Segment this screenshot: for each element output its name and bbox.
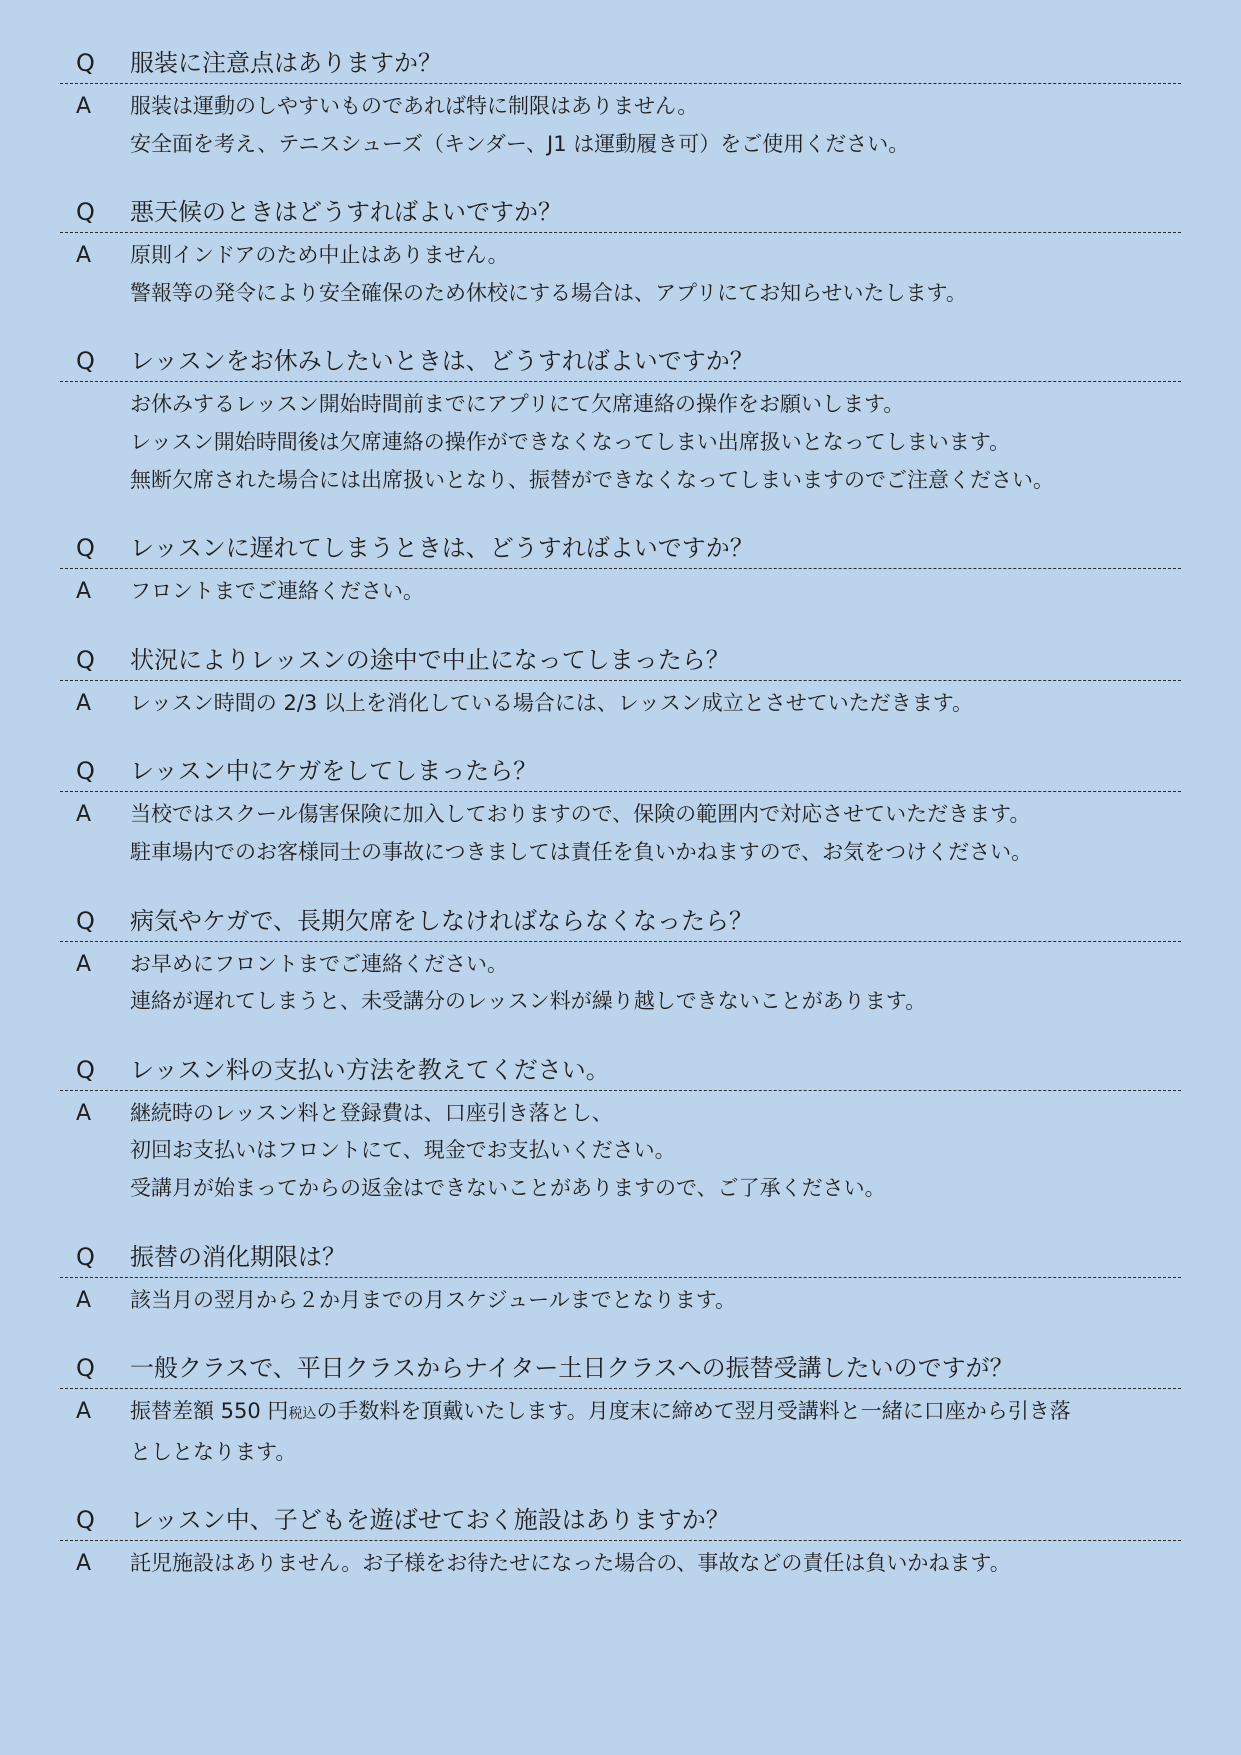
answer-line: 継続時のレッスン料と登録費は、口座引き落とし、 [130,1100,613,1125]
answer-mark: A [76,1100,92,1126]
answer-row [60,569,1181,611]
answer-lines [130,386,1181,499]
answer-mark: A [76,579,92,605]
answer-mark: A [76,802,92,828]
answer-mark: A [76,690,92,716]
question-text: 服装に注意点はありますか？ [130,49,442,77]
answer-line [130,1393,1181,1434]
answer-lines [130,573,1181,611]
question-text: 病気やケガで、長期欠席をしなければならなくなったら？ [130,906,754,935]
question-mark: Q [76,49,95,77]
answer-lines [130,1095,1181,1208]
question-mark: Q [76,1242,95,1271]
answer-row [60,942,1181,1021]
answer-line: 服装は運動のしやすいものであれば特に制限はありません。 [130,94,699,118]
answer-line: 初回お支払いはフロントにて、現金でお支払いください。 [130,1138,676,1163]
answer-line: レッスン時間の 2/3 以上を消化している場合には、レッスン成立とさせていただきます。 [130,690,974,715]
answer-mark: A [76,1551,92,1577]
answer-mark: A [76,1399,92,1425]
faq-item [60,641,1181,723]
answer-lines [130,88,1181,163]
answer-row [60,681,1181,723]
faq-item [60,1349,1181,1471]
answer-lines [130,796,1181,871]
answer-lines [130,1282,1181,1320]
answer-line: 連絡が遅れてしまうと、未受講分のレッスン料が繰り越しできないことがあります。 [130,989,927,1014]
answer-line: 原則インドアのため中止はありません。 [130,243,509,268]
faq-item [60,1501,1181,1583]
question-text: 振替の消化期限は？ [130,1242,346,1271]
question-row [60,342,1181,382]
answer-line: としとなります。 [130,1439,297,1464]
answer-mark: A [76,951,92,977]
answer-lines [130,946,1181,1021]
question-row [60,1349,1181,1389]
faq-item [60,902,1181,1021]
faq-item [60,1051,1181,1208]
fee-text-continued: の手数料を頂戴いたします。月度末に締めて翌月受講料と一緒に口座から引き落 [316,1399,1071,1424]
question-mark: Q [76,645,95,674]
answer-mark: A [76,1287,92,1313]
question-row [60,1501,1181,1541]
answer-line: 無断欠席された場合には出席扱いとなり、振替ができなくなってしまいますのでご注意ください。 [130,467,1054,492]
question-row [60,193,1181,233]
faq-item [60,342,1181,499]
question-mark: Q [76,534,95,563]
question-row [60,1238,1181,1278]
answer-line: レッスン開始時間後は欠席連絡の操作ができなくなってしまい出席扱いとなってしまいます。 [130,429,1011,454]
answer-row [60,1278,1181,1320]
faq-item [60,193,1181,312]
answer-row [60,792,1181,871]
answer-line: 当校ではスクール傷害保険に加入しておりますので、保険の範囲内で対応させていただきます。 [130,802,1031,827]
question-mark: Q [76,1354,95,1383]
answer-line: 受講月が始まってからの返金はできないことがありますので、ご了承ください。 [130,1175,886,1200]
answer-line: 駐車場内でのお客様同士の事故につきましては責任を負いかねますので、お気をつけください。 [130,839,1033,864]
question-row [60,641,1181,681]
answer-row [60,382,1181,499]
answer-row [60,233,1181,312]
question-text: 悪天候のときはどうすればよいですか？ [130,198,562,227]
fee-text: 振替差額 550 円 [130,1399,289,1424]
answer-line: お早めにフロントまでご連絡ください。 [130,951,508,976]
question-text: レッスン料の支払い方法を教えてください。 [130,1055,610,1084]
faq-item [60,44,1181,163]
answer-line: 安全面を考え、テニスシューズ（キンダー、J1 は運動履き可）をご使用ください。 [130,131,910,156]
answer-lines [130,1393,1181,1471]
question-mark: Q [76,1055,95,1084]
answer-row [60,1389,1181,1471]
question-row [60,902,1181,942]
question-text: レッスンをお休みしたいときは、どうすればよいですか？ [130,347,754,376]
question-row [60,44,1181,84]
answer-mark: A [76,94,92,119]
question-mark: Q [76,347,95,376]
question-mark: Q [76,906,95,935]
question-row [60,529,1181,569]
question-text: レッスンに遅れてしまうときは、どうすればよいですか？ [130,534,754,563]
question-text: レッスン中、子どもを遊ばせておく施設はありますか？ [130,1506,730,1535]
answer-mark: A [76,243,92,269]
question-mark: Q [76,1506,95,1535]
question-row [60,1051,1181,1091]
answer-line: フロントまでご連絡ください。 [130,579,424,604]
question-mark: Q [76,757,95,786]
answer-line: 警報等の発令により安全確保のため休校にする場合は、アプリにてお知らせいたします。 [130,280,967,305]
question-text: レッスン中にケガをしてしまったら？ [130,757,538,786]
answer-lines [130,685,1181,723]
tax-included-note: 税込 [288,1406,317,1423]
answer-lines [130,237,1181,312]
question-text: 状況によりレッスンの途中で中止になってしまったら？ [130,645,730,674]
answer-row [60,1541,1181,1583]
question-text: 一般クラスで、平日クラスからナイター土日クラスへの振替受講したいのですが？ [130,1354,1014,1383]
answer-line: 該当月の翌月から２か月までの月スケジュールまでとなります。 [130,1287,737,1312]
answer-line: 託児施設はありません。お子様をお待たせになった場合の、事故などの責任は負いかねます。 [130,1551,1011,1576]
question-mark: Q [76,198,95,227]
faq-item [60,752,1181,871]
faq-item [60,529,1181,611]
answer-row [60,1091,1181,1208]
question-row [60,752,1181,792]
answer-line: お休みするレッスン開始時間前までにアプリにて欠席連絡の操作をお願いします。 [130,392,905,417]
answer-row [60,84,1181,163]
answer-lines [130,1545,1181,1583]
faq-item [60,1238,1181,1320]
